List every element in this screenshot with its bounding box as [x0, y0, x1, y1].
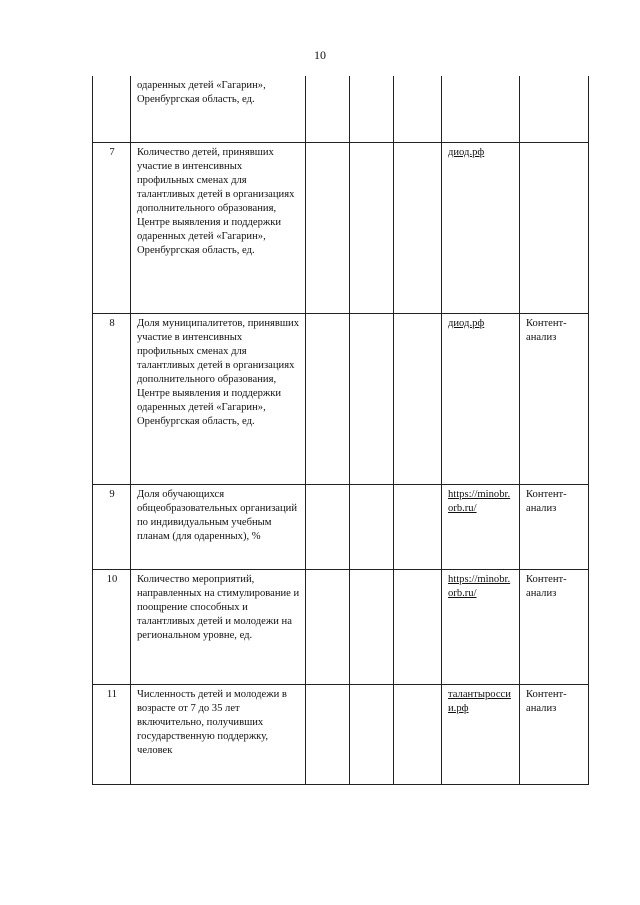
- value-cell: [350, 484, 394, 569]
- value-cell: [350, 569, 394, 684]
- table-row: [93, 142, 589, 313]
- value-cell: [350, 313, 394, 484]
- row-number: [93, 76, 131, 142]
- indicator-text: Доля муниципалитетов, принявших участие в интенсивных профильных сменах для талантливых детей в организациях дополнительного образования, Центре выявления и поддержки одаренных детей «Гагарин», Оренбургская область, ед.: [131, 313, 306, 484]
- method-cell: [520, 142, 589, 313]
- value-cell: [394, 484, 442, 569]
- method-cell: Контент-анализ: [520, 313, 589, 484]
- source-cell: [442, 76, 520, 142]
- method-cell: Контент-анализ: [520, 569, 589, 684]
- source-cell: [442, 484, 520, 569]
- indicator-text: одаренных детей «Гагарин», Оренбургская область, ед.: [131, 76, 306, 142]
- value-cell: [306, 569, 350, 684]
- table-row: [93, 684, 589, 784]
- source-link[interactable]: талантыроссии.рф: [448, 688, 511, 714]
- value-cell: [306, 142, 350, 313]
- table-row: [93, 569, 589, 684]
- row-number: 7: [93, 142, 131, 313]
- value-cell: [350, 684, 394, 784]
- source-link[interactable]: https://minobr.orb.ru/: [448, 488, 511, 514]
- source-link[interactable]: https://minobr.orb.ru/: [448, 573, 511, 599]
- value-cell: [394, 313, 442, 484]
- method-cell: [520, 76, 589, 142]
- source-cell: [442, 142, 520, 313]
- row-number: 9: [93, 484, 131, 569]
- value-cell: [306, 684, 350, 784]
- source-link[interactable]: диод.рф: [448, 317, 485, 329]
- table-row: [93, 76, 589, 142]
- row-number: 11: [93, 684, 131, 784]
- source-cell: [442, 684, 520, 784]
- indicators-table: [92, 76, 589, 785]
- indicator-text: Доля обучающихся общеобразовательных организаций по индивидуальным учебным планам (для одаренных), %: [131, 484, 306, 569]
- value-cell: [394, 76, 442, 142]
- source-link[interactable]: диод.рф: [448, 146, 485, 158]
- source-cell: [442, 313, 520, 484]
- source-cell: [442, 569, 520, 684]
- value-cell: [306, 313, 350, 484]
- value-cell: [306, 484, 350, 569]
- value-cell: [350, 76, 394, 142]
- value-cell: [394, 569, 442, 684]
- value-cell: [350, 142, 394, 313]
- method-cell: Контент-анализ: [520, 484, 589, 569]
- page-number: 10: [314, 48, 326, 62]
- row-number: 10: [93, 569, 131, 684]
- value-cell: [306, 76, 350, 142]
- indicator-text: Количество детей, принявших участие в интенсивных профильных сменах для талантливых детей в организациях дополнительного образования, Центре выявления и поддержки одаренных детей «Гагарин», Оренбургская область, ед.: [131, 142, 306, 313]
- indicator-text: Количество мероприятий, направленных на стимулирование и поощрение способных и талантливых детей и молодежи на региональном уровне, ед.: [131, 569, 306, 684]
- value-cell: [394, 684, 442, 784]
- value-cell: [394, 142, 442, 313]
- table-row: [93, 313, 589, 484]
- method-cell: Контент-анализ: [520, 684, 589, 784]
- indicator-text: Численность детей и молодежи в возрасте от 7 до 35 лет включительно, получивших государственную поддержку, человек: [131, 684, 306, 784]
- table-row: [93, 484, 589, 569]
- row-number: 8: [93, 313, 131, 484]
